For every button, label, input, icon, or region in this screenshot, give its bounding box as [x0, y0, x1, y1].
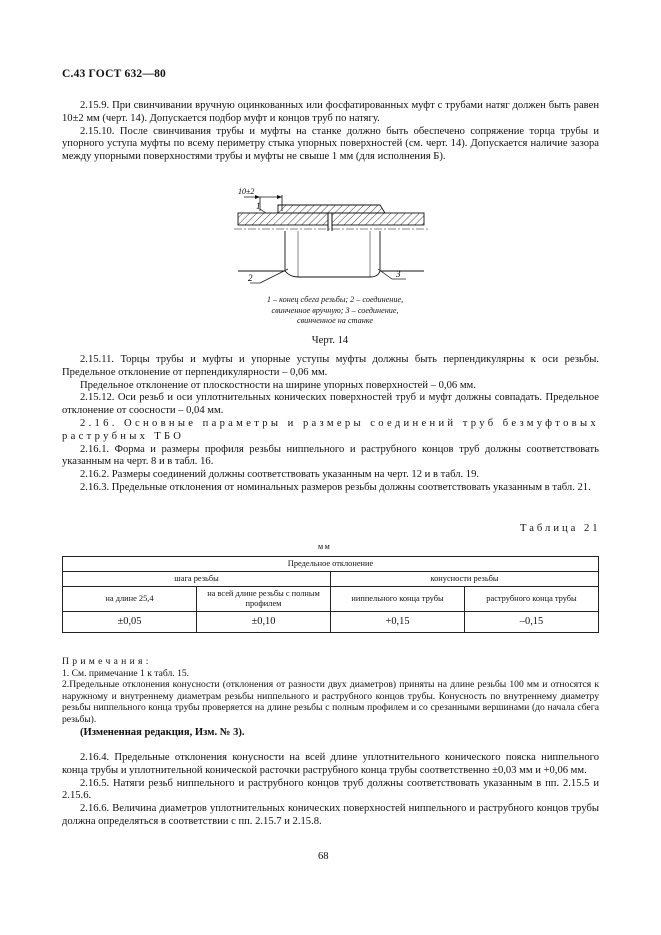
marker-3: 3 — [396, 269, 401, 279]
paragraph-2-16-3: 2.16.3. Предельные отклонения от номинальных размеров резьбы должны соответствовать указанным в табл. 21. — [80, 481, 591, 493]
note-item: 1. См. примечание 1 к табл. 15. — [62, 667, 190, 679]
table-header-top: Предельное отклонение — [63, 557, 599, 572]
marker-1: 1 — [256, 201, 261, 211]
table-col-4: раструбного конца трубы — [465, 587, 599, 612]
table-cell: –0,15 — [465, 612, 599, 633]
note-item: 2.Предельные отклонения конусности (отклонения от разности двух диаметров) приняты на длине резьбы 100 мм и относятся к наружному и внутреннему диаметрам резьбы ниппельного и раструбного концов трубы. Конусность по внутреннему диаметру резьбы ниппельного конца трубы проверяется на длине резьбы с полным профилем и со срезанными вершинами (до начала сбега резьбы). — [62, 679, 599, 725]
paragraph-2-16-5: 2.16.5. Натяги резьб ниппельного и раструбного концов труб должны соответствовать указанным в пп. 2.15.5 и 2.15.6. — [62, 777, 599, 802]
page-header: С.43 ГОСТ 632—80 — [62, 68, 166, 80]
table-cell: ±0,05 — [63, 612, 197, 633]
table-col-2: на всей длине резьбы с полным профилем — [197, 587, 331, 612]
paragraph-2-16-6: 2.16.6. Величина диаметров уплотнительных конических поверхностей ниппельного и раструбного концов трубы должна определяться в соответствии с пп. 2.15.7 и 2.15.8. — [62, 803, 599, 827]
drawing-14 — [230, 183, 430, 293]
table-notes — [62, 656, 599, 739]
marker-2: 2 — [248, 273, 253, 283]
figure-label: Черт. 14 — [311, 335, 349, 346]
table-title: Таблица 21 — [520, 523, 601, 534]
paragraph-2-16-2: 2.16.2. Размеры соединений должны соответствовать указанным на черт. 12 и в табл. 19. — [80, 469, 480, 481]
paragraph-2-15-9: 2.15.9. При свинчивании вручную оцинкованных или фосфатированных муфт с трубами натяг должен быть равен 10±2 мм (черт. 14). Допускается подбор муфт и концов труб по натягу. — [62, 100, 599, 124]
table-group-right: конусности резьбы — [331, 572, 599, 587]
table-group-left: шага резьбы — [63, 572, 331, 587]
section-heading-2-16: 2.16. Основные параметры и размеры соединений труб безмуфтовых раструбных ТБО — [62, 417, 599, 442]
text-block-mid — [62, 354, 599, 495]
paragraph-2-15-11: 2.15.11. Торцы трубы и муфты и упорные уступы муфты должны быть перпендикулярны к оси резьбы. Предельное отклонение от перпендикулярности – 0,06 мм. — [62, 354, 599, 378]
table-cell: +0,15 — [331, 612, 465, 633]
table-col-1: на длине 25,4 — [63, 587, 197, 612]
notes-heading: Примечания: — [62, 656, 152, 667]
table-cell: ±0,10 — [197, 612, 331, 633]
paragraph-flatness: Предельное отклонение от плоскостности на ширине упорных поверхностей – 0,06 мм. — [80, 379, 476, 391]
text-block-top — [62, 100, 599, 164]
paragraph-2-16-4: 2.16.4. Предельные отклонения конусности на всей длине уплотнительного конического пояска ниппельного конца трубы и уплотнительной конической расточки раструбного конца трубы соответственно ±0,03 мм и +0,06 мм. — [62, 752, 599, 776]
figure-caption: 1 – конец сбега резьбы; 2 – соединение, свинченное вручную; 3 – соединение, свинченное на станке — [266, 295, 404, 325]
text-block-bottom — [62, 752, 599, 829]
page-number: 68 — [318, 851, 329, 862]
table-col-3: ниппельного конца трубы — [331, 587, 465, 612]
dimension-label: 10±2 — [238, 187, 255, 196]
table-unit: мм — [318, 542, 332, 551]
paragraph-2-15-10: 2.15.10. После свинчивания трубы и муфты на станке должно быть обеспечено сопряжение торца трубы и упорного уступа муфты по всему периметру стыка упорных поверхностей (см. черт. 14). Допускается наличие зазора между упорными поверхностями трубы и муфты не свыше 1 мм (для исполнения Б). — [62, 125, 599, 163]
paragraph-2-15-12: 2.15.12. Оси резьб и оси уплотнительных конических поверхностей труб и муфт должны совпадать. Предельное отклонение от соосности – 0,04 мм. — [62, 392, 599, 417]
edition-note: (Измененная редакция, Изм. № 3). — [80, 727, 245, 738]
table-21 — [62, 556, 599, 633]
paragraph-2-16-1: 2.16.1. Форма и размеры профиля резьбы ниппельного и раструбного концов труб должны соответствовать указанным на черт. 8 и в табл. 16. — [62, 443, 599, 468]
